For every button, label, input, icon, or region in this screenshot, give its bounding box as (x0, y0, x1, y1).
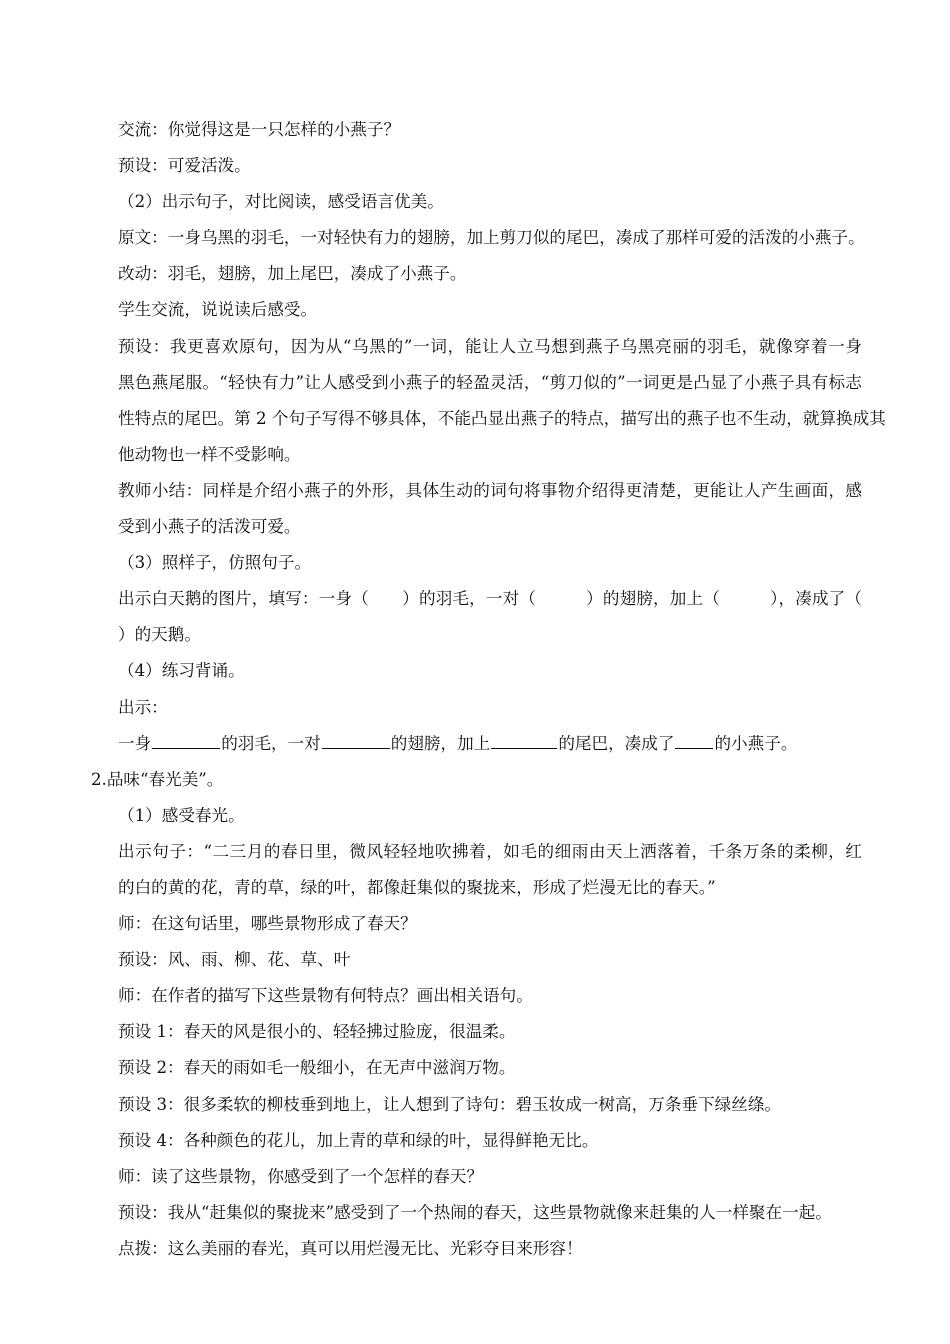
paragraph: 预设 4：各种颜色的花儿，加上青的草和绿的叶，显得鲜艳无比。 (118, 1130, 599, 1150)
paragraph: 预设 2：春天的雨如毛一般细小，在无声中滋润万物。 (118, 1058, 516, 1078)
paragraph: 师：在这句话里，哪些景物形成了春天？ (118, 914, 417, 934)
paragraph-continuation: 的白的黄的花，青的草，绿的叶，都像赶集似的聚拢来，形成了烂漫无比的春天。” (118, 877, 716, 897)
paragraph: （2）出示句子，对比阅读，感受语言优美。 (118, 192, 444, 212)
paragraph-continuation: ）的天鹅。 (118, 625, 201, 645)
paragraph: 改动：羽毛，翅膀，加上尾巴，凑成了小燕子。 (118, 264, 467, 284)
paragraph: 预设 3：很多柔软的柳枝垂到地上，让人想到了诗句：碧玉妆成一树高，万条垂下绿丝绦。 (118, 1094, 781, 1114)
paragraph: 点拨：这么美丽的春光，真可以用烂漫无比、光彩夺目来形容！ (118, 1238, 583, 1258)
paragraph: （1）感受春光。 (118, 805, 245, 825)
paragraph: 预设：风、雨、柳、花、草、叶 (118, 950, 351, 970)
sentence-part: 的小燕子。 (714, 733, 798, 753)
paragraph: （4）练习背诵。 (118, 661, 245, 681)
paragraph: 预设 1：春天的风是很小的、轻轻拂过脸庞，很温柔。 (118, 1022, 516, 1042)
paragraph: 师：在作者的描写下这些景物有何特点？画出相关语句。 (118, 986, 533, 1006)
paragraph: 交流：你觉得这是一只怎样的小燕子？ (118, 120, 401, 139)
paragraph: 出示句子：“二三月的春日里，微风轻轻地吹拂着，如毛的细雨由天上洒落着，千条万条的柔柳，红 (118, 841, 862, 861)
paragraph-continuation: 受到小燕子的活泼可爱。 (118, 517, 301, 537)
fill-blank (152, 732, 220, 749)
fill-blank (675, 732, 713, 749)
paragraph: 教师小结：同样是介绍小燕子的外形，具体生动的词句将事物介绍得更清楚，更能让人产生画面，感 (118, 480, 862, 500)
paragraph: 出示： (118, 697, 168, 717)
paragraph: 原文：一身乌黑的羽毛，一对轻快有力的翅膀，加上剪刀似的尾巴，凑成了那样可爱的活泼的小燕子。 (118, 228, 865, 248)
paragraph: 预设：可爱活泼。 (118, 156, 251, 176)
paragraph: 预设：我从“赶集似的聚拢来”感受到了一个热闹的春天，这些景物就像来赶集的人一样聚在一起。 (118, 1202, 832, 1222)
fill-blank (322, 732, 390, 749)
document-body (0, 112, 950, 1267)
sentence-part: 的羽毛，一对 (221, 733, 321, 753)
paragraph: 预设：我更喜欢原句，因为从“乌黑的”一词，能让人立马想到燕子乌黑亮丽的羽毛，就像穿着一身 (118, 336, 862, 356)
paragraph: 出示白天鹅的图片，填写：一身（ ）的羽毛，一对（ ）的翅膀，加上（ ），凑成了（ (118, 589, 862, 609)
sentence-part: 的翅膀，加上 (390, 733, 491, 753)
fill-in-sentence (0, 726, 950, 762)
paragraph: 师：读了这些景物，你感受到了一个怎样的春天？ (118, 1166, 484, 1186)
section-heading: 2.品味“春光美”。 (91, 769, 224, 789)
paragraph-continuation: 黑色燕尾服。“轻快有力”让人感受到小燕子的轻盈灵活，“剪刀似的”一词更是凸显了小燕子具有标志 (118, 372, 862, 392)
fill-blank (491, 732, 557, 749)
paragraph: 学生交流，说说读后感受。 (118, 300, 318, 320)
paragraph-continuation: 性特点的尾巴。第 2 个句子写得不够具体，不能凸显出燕子的特点，描写出的燕子也不生动，就算换成其 (118, 408, 886, 428)
sentence-part: 的尾巴，凑成了 (558, 733, 675, 753)
paragraph: （3）照样子，仿照句子。 (118, 553, 312, 573)
paragraph-continuation: 他动物也一样不受影响。 (118, 444, 301, 464)
sentence-part: 一身 (118, 733, 152, 753)
